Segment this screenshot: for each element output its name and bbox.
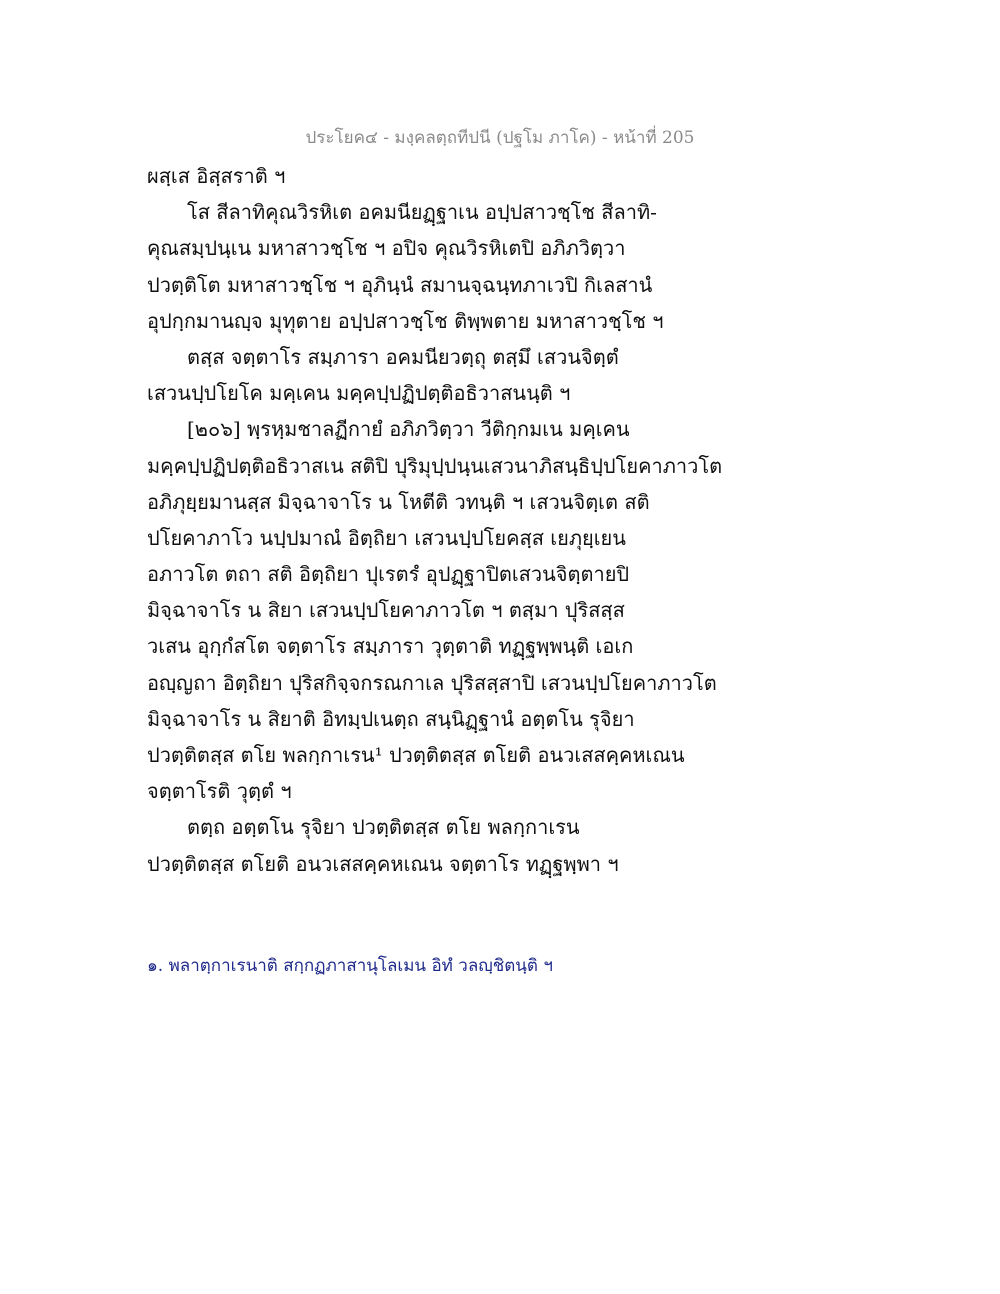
footnote: ๑. พลาตฺกาเรนาติ สกฺกฏภาสานุโลเมน อิทํ วลญฺชิตนฺติ ฯ [147, 956, 553, 976]
text-line: อญฺญถา อิตฺถิยา ปุริสกิจฺจกรณกาเล ปุริสสฺสาปิ เสวนปฺปโยคาภาวโต [147, 670, 717, 695]
text-line: มิจฺฉาจาโร น สิยา เสวนปฺปโยคาภาวโต ฯ ตสฺมา ปุริสสฺส [147, 598, 625, 623]
text-line: ตสฺส จตฺตาโร สมฺภารา อคมนียวตฺถุ ตสฺมึ เสวนจิตฺตํ [187, 344, 619, 369]
text-line: คุณสมฺปนฺเน มหาสาวชฺโช ฯ อปิจ คุณวิรหิเตปิ อภิภวิตฺวา [147, 236, 626, 261]
running-header: ประโยค๔ - มงฺคลตฺถทีปนี (ปฐโม ภาโค) - หน้าที่ 205 [305, 128, 695, 148]
text-line: มิจฺฉาจาโร น สิยาติ อิทมฺปเนตฺถ สนฺนิฏฺฐานํ อตฺตโน รุจิยา [147, 706, 635, 731]
text-line: เสวนปฺปโยโค มคฺเคน มคฺคปฺปฏิปตฺติอธิวาสนนฺติ ฯ [147, 381, 571, 406]
text-line: มคฺคปฺปฏิปตฺติอธิวาสเน สติปิ ปุริมุปฺปนฺนเสวนาภิสนฺธิปฺปโยคาภาวโต [147, 453, 723, 478]
text-line: ปโยคาภาโว นปฺปมาณํ อิตฺถิยา เสวนปฺปโยคสฺส เยภุยฺเยน [147, 525, 626, 550]
text-line: ปวตฺติโต มหาสาวชฺโช ฯ อุภินฺนํ สมานจฺฉนฺทภาเวปิ กิเลสานํ [147, 272, 653, 297]
text-line: [๒๐๖] พฺรหฺมชาลฏีกายํ อภิภวิตฺวา วีติกฺกมเน มคฺเคน [187, 417, 630, 442]
text-line: จตฺตาโรติ วุตฺตํ ฯ [147, 779, 292, 804]
text-line: ตตฺถ อตฺตโน รุจิยา ปวตฺติตสฺส ตโย พลกฺกาเรน [187, 815, 580, 840]
text-line: วเสน อุกฺกํสโต จตฺตาโร สมฺภารา วุตฺตาติ ทฏฺฐพฺพนฺติ เอเก [147, 634, 634, 659]
text-line: ผสฺเส อิสฺสราติ ฯ [147, 164, 286, 188]
text-line: ปวตฺติตสฺส ตโยติ อนวเสสคฺคหเณน จตฺตาโร ทฏฺฐพฺพา ฯ [147, 851, 619, 876]
body-text [147, 158, 767, 882]
text-line: อุปกฺกมานญฺจ มุทุตาย อปฺปสาวชฺโช ติพฺพตาย มหาสาวชฺโช ฯ [147, 308, 664, 333]
text-line: โส สีลาทิคุณวิรหิเต อคมนียฏฺฐาเน อปฺปสาวชฺโช สีลาทิ- [187, 200, 657, 225]
text-line: ปวตฺติตสฺส ตโย พลกฺกาเรน¹ ปวตฺติตสฺส ตโยติ อนวเสสคฺคหเณน [147, 743, 685, 767]
text-line: อภิภุยฺยมานสฺส มิจฺฉาจาโร น โหตีติ วทนฺติ ฯ เสวนจิตฺเต สติ [147, 489, 650, 514]
text-line: อภาวโต ตถา สติ อิตฺถิยา ปุเรตรํ อุปฏฺฐาปิตเสวนจิตฺตายปิ [147, 562, 630, 587]
